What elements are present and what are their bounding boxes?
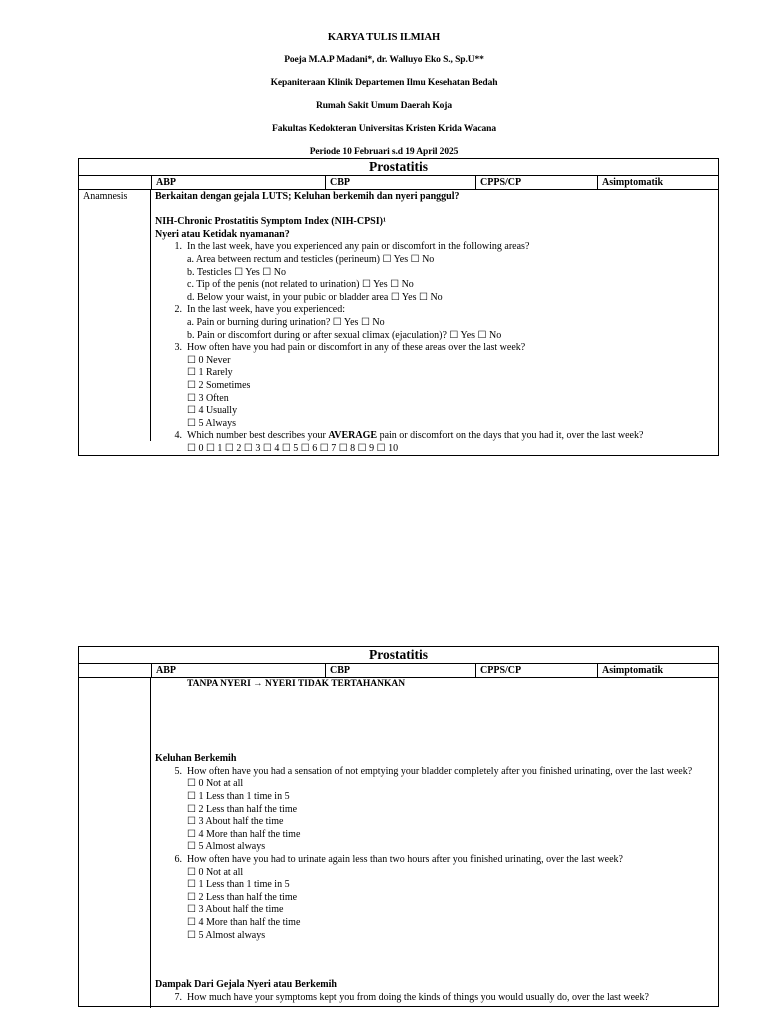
column-header-abp: ABP	[151, 664, 325, 677]
table-body-row	[79, 678, 718, 1008]
table-header-row	[79, 664, 718, 678]
q4-scale: ☐ 0 ☐ 1 ☐ 2 ☐ 3 ☐ 4 ☐ 5 ☐ 6 ☐ 7 ☐ 8 ☐ 9 ☐ 10	[187, 442, 399, 454]
q1-option: b. Testicles ☐ Yes ☐ No	[187, 266, 286, 278]
q3-option: ☐ 0 Never	[187, 354, 231, 366]
question-6: 6. How often have you had to urinate again less than two hours after you finished urinating, over the last week?	[174, 853, 623, 865]
q1-option: a. Area between rectum and testicles (perineum) ☐ Yes ☐ No	[187, 253, 435, 265]
q5-option: ☐ 0 Not at all	[187, 778, 244, 790]
q6-option: ☐ 5 Almost always	[187, 929, 266, 941]
q6-option: ☐ 1 Less than 1 time in 5	[187, 879, 290, 891]
q3-option: ☐ 2 Sometimes	[187, 379, 251, 391]
question-4: 4. Which number best describes your AVERAGE pain or discomfort on the days that you had it, over the last week?	[174, 430, 644, 442]
q1-option: d. Below your waist, in your pubic or bladder area ☐ Yes ☐ No	[187, 291, 443, 303]
q6-option: ☐ 0 Not at all	[187, 866, 244, 878]
anamnesis-content	[151, 190, 718, 455]
table-title: Prostatitis	[79, 647, 718, 664]
column-header-empty	[79, 664, 151, 677]
column-header-asimptomatik: Asimptomatik	[597, 664, 718, 677]
column-header-cbp: CBP	[325, 664, 475, 677]
intro-question: Berkaitan dengan gejala LUTS; Keluhan berkemih dan nyeri panggul?	[155, 191, 460, 202]
q3-option: ☐ 5 Always	[187, 417, 236, 429]
row-label-empty	[79, 678, 151, 1008]
prostatitis-table-1	[78, 158, 719, 456]
q5-option: ☐ 3 About half the time	[187, 816, 284, 828]
department: Kepaniteraan Klinik Departemen Ilmu Kesehatan Bedah	[270, 78, 498, 88]
q1-option: c. Tip of the penis (not related to urination) ☐ Yes ☐ No	[187, 279, 414, 291]
question-1: 1. In the last week, have you experienced any pain or discomfort in the following areas?	[174, 241, 530, 253]
document-title: KARYA TULIS ILMIAH	[327, 32, 441, 43]
q2-option: b. Pain or discomfort during or after sexual climax (ejaculation)? ☐ Yes ☐ No	[187, 329, 502, 341]
section-title-pain: Nyeri atau Ketidak nyamanan?	[155, 228, 290, 240]
column-header-cpps: CPPS/CP	[475, 176, 597, 189]
question-3: 3. How often have you had pain or discomfort in any of these areas over the last week?	[174, 342, 526, 354]
q5-option: ☐ 2 Less than half the time	[187, 803, 298, 815]
q5-option: ☐ 4 More than half the time	[187, 828, 301, 840]
q3-option: ☐ 4 Usually	[187, 405, 238, 417]
column-header-cpps: CPPS/CP	[475, 664, 597, 677]
table-title: Prostatitis	[79, 159, 718, 176]
q6-option: ☐ 2 Less than half the time	[187, 891, 298, 903]
section-title-urination: Keluhan Berkemih	[155, 753, 237, 765]
prostatitis-table-2	[78, 646, 719, 1007]
column-header-asimptomatik: Asimptomatik	[597, 176, 718, 189]
q6-option: ☐ 4 More than half the time	[187, 916, 301, 928]
section-title-impact: Dampak Dari Gejala Nyeri atau Berkemih	[155, 979, 337, 991]
continued-content	[151, 678, 718, 1008]
period: Periode 10 Februari s.d 19 April 2025	[309, 147, 459, 157]
column-header-empty	[79, 176, 151, 189]
q5-option: ☐ 5 Almost always	[187, 841, 266, 853]
q3-option: ☐ 1 Rarely	[187, 367, 233, 379]
pain-scale-caption: TANPA NYERI → NYERI TIDAK TERTAHANKAN	[187, 679, 406, 689]
question-5: 5. How often have you had a sensation of not emptying your bladder completely after you finished urinating, over the last week?	[174, 765, 693, 777]
document-header	[0, 26, 768, 164]
hospital: Rumah Sakit Umum Daerah Koja	[315, 101, 452, 111]
table-body-row	[79, 190, 718, 455]
authors: Poeja M.A.P Madani*, dr. Walluyo Eko S., Sp.U**	[284, 55, 484, 65]
column-header-cbp: CBP	[325, 176, 475, 189]
faculty: Fakultas Kedokteran Universitas Kristen Krida Wacana	[272, 124, 496, 134]
row-label-anamnesis: Anamnesis	[79, 190, 151, 441]
q6-option: ☐ 3 About half the time	[187, 904, 284, 916]
column-header-abp: ABP	[151, 176, 325, 189]
q2-option: a. Pain or burning during urination? ☐ Yes ☐ No	[187, 316, 385, 328]
question-7: 7. How much have your symptoms kept you from doing the kinds of things you would usually do, over the last week?	[174, 991, 649, 1003]
q5-option: ☐ 1 Less than 1 time in 5	[187, 790, 290, 802]
question-2: 2. In the last week, have you experienced:	[174, 304, 345, 316]
q3-option: ☐ 3 Often	[187, 392, 229, 404]
table-header-row	[79, 176, 718, 190]
index-title: NIH-Chronic Prostatitis Symptom Index (NIH-CPSI)¹	[155, 216, 386, 228]
